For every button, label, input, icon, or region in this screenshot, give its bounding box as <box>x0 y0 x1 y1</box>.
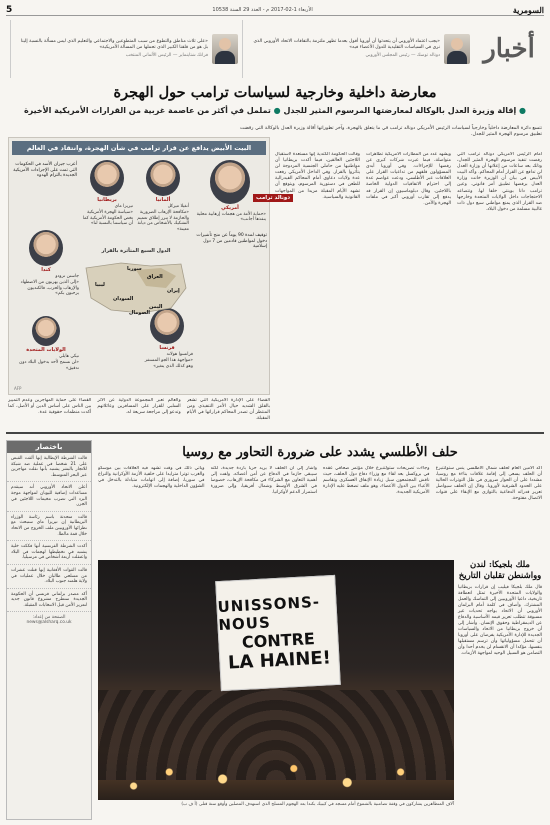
header-band <box>6 18 544 80</box>
person-canada <box>13 230 79 297</box>
trump-portrait <box>210 160 250 204</box>
infographic <box>8 137 270 395</box>
belgium-story <box>458 560 542 818</box>
teaser-text <box>15 39 208 59</box>
person-uk <box>81 160 133 227</box>
story-column: أكد الأمين العام لحلف شمال الأطلسي ينس ستولتنبرغ أن الحلف يسعى إلى إقامة علاقات بناءة مع روسيا، مشددا على أن الحوار ضروري في ظل التوترات الحالية على الحدود الشرقية لأوروبا. وقال إن الحلف سيواصل تعزيز قدراته الدفاعية بالتوازي مع الإبقاء على قنوات الاتصال مفتوحة. <box>435 466 542 502</box>
brief-item[interactable]: قالت القوات الأفغانية إنها قتلت عشرات من مسلحي طالبان خلال عمليات في ولاية هلمند جنوب البلاد. <box>7 565 91 589</box>
story-column: وجاءت تصريحات ستولتنبرغ خلال مؤتمر صحافي عقده في بروكسل بعد لقاء مع وزراء دفاع دول الحلف، حيث ناقش المجتمعون سبل زيادة الإنفاق العسكري وتقاسم الأعباء بين الدول الأعضاء، وهو ملف تضغط عليه الإدارة الأمريكية الجديدة. <box>323 466 430 496</box>
story-column: أمام الرئيس الأمريكي دونالد ترامب التي رفضت تنفيذ مرسوم الهجرة المثير للجدل، وذلك بعد ساعات من إعلانها أن وزارة العدل لن تدافع عن القرار أمام المحاكم. وأكد البيت الأبيض في بيان أن الوزيرة خانت وزارة العدل برفضها تطبيق أمر قانوني. وعين ترامب دانا بوينتي خلفا لها. وتتصاعد الاحتجاجات داخل الولايات المتحدة وخارجها ضد القرار الذي يمنع مواطني سبع دول ذات غالبية مسلمة من دخول البلاد. <box>457 152 542 212</box>
vigil-photo <box>98 560 454 800</box>
person-quote: «إلى الذين يهربون من الاضطهاد والإرهاب والحرب، فالكنديون يرحبون بكم» <box>20 280 79 297</box>
lead-paragraph: تتسع دائرة المعارضة داخلياً وخارجياً لسياسات الرئيس الأمريكي دونالد ترامب في ما يتعلق بالهجرة، وآخر تطوراتها أقالة وزيرة العدل بالوكالة التي رفضت تطبيق مرسوم الهجرة المثير للجدل. <box>240 126 542 137</box>
us-points: توقيف لمدة 90 يوماً عن منح تأشيرات دخول لمواطنين قادمين من 7 دول إسلامية <box>196 233 267 250</box>
masthead-bar <box>6 6 544 16</box>
main-story-columns <box>275 152 542 428</box>
steinmeier-portrait <box>212 34 238 64</box>
brief-item[interactable]: أكدت الشرطة الفرنسية أنها فككت خلية يشتبه في تخطيطها لهجمات في البلاد واعتقلت أربعة أشخاص في مرسيليا. <box>7 541 91 565</box>
brief-item[interactable]: قالت متحدثة باسم رئاسة الوزراء البريطانية إن تيريزا ماي ستبحث مع نظرائها الأوروبيين ملف الخروج من الاتحاد خلال قمة مالطا. <box>7 512 91 541</box>
bullet-icon: ● <box>273 106 281 115</box>
side-note: أعرب جيران الأسد في الحكومات التي تمت على الإجراءات الأمريكية الجديدة بالتزام الهدوء <box>13 162 77 179</box>
may-portrait <box>90 160 124 196</box>
map-label-syria: سوريا <box>127 266 142 272</box>
teaser-name: دونالد توسك — رئيس المجلس الأوروبي <box>365 53 440 58</box>
infographic-credit: AFP <box>14 386 22 391</box>
placard-line: UNISSONS-NOUS <box>217 592 321 635</box>
teaser-text <box>247 39 440 59</box>
story-column: ويأتي ذلك في وقت تشهد فيه العلاقات بين موسكو والغرب توترا متزايدا على خلفية الأزمة الأوكرانية والنزاع في سوريا، إضافة إلى اتهامات متبادلة بالتدخل في الشؤون الداخلية والهجمات الإلكترونية. <box>98 466 205 490</box>
map-label-yemen: اليمن <box>149 304 163 310</box>
tusk-portrait <box>444 34 470 64</box>
person-quote: «سياسة الهجرة الأمريكية تخص الحكومة الأمريكية كما أن سياستنا بالنسبة لنا» <box>82 210 133 227</box>
person-quote: «مواجهة هذا الجو المستفز وهو كذلك الذي يتغير» <box>144 358 193 369</box>
teaser-steinmeier <box>10 20 238 78</box>
person-country: ألمانيا <box>155 197 171 203</box>
person-country: الولايات المتحدة <box>26 347 66 353</box>
protest-placard <box>215 575 341 691</box>
map-label-somalia: الصومال <box>129 310 150 316</box>
teaser-role: الرئيس الألماني المنتخب <box>125 53 172 58</box>
teaser-person: فرانك شتاينماير <box>178 53 208 58</box>
brief-title: باختصار <box>7 441 91 453</box>
infographic-footer-columns <box>8 398 270 428</box>
person-name: فرانسوا هولاند <box>166 352 193 357</box>
teaser-role: رئيس المجلس الأوروبي <box>365 53 410 58</box>
story-column: وأشار إلى أن الحلف لا يريد حربا باردة جديدة، لكنه سيبقى حازما في الدفاع عن أمن أعضائه. ولفت إلى أهمية التعاون مع الشركاء في مكافحة الإرهاب، خصوصا في الشرق الأوسط وشمال أفريقيا، وإلى ضرورة استمرار الدعم لأوكرانيا. <box>210 466 317 496</box>
page-number-block <box>6 5 12 15</box>
person-country: فرنسا <box>159 345 175 351</box>
person-quote: «مكافحة الإرهاب الضرورية والحازمة لا تبرر إطلاق تعميم التشكيك بالأشخاص من ديانة معينة» <box>137 210 189 232</box>
person-country: أمريكي <box>221 205 239 211</box>
haley-portrait <box>32 316 60 346</box>
person-name: جاستن ترودو <box>55 274 79 279</box>
person-name: أنغيلا ميركل <box>167 204 189 209</box>
date-line: الأربعاء 1-02-2017 م - العدد 29 السنة 10538 <box>212 6 313 13</box>
person-quote: «لن نسمح لأحد بدخول البلاد دون تدقيق» <box>19 360 79 371</box>
infographic-title: البيت الأبيض يدافع عن قرار ترامب في شأن الهجرة، وانتقاد في العالم <box>12 141 266 155</box>
strip-column: والعالم تعبر المجموعة الدولية عن الأثر السلبي للقرار على المسافرين وعائلاتهم وتدعو إلى مراجعة سريعة له. <box>97 398 181 416</box>
teaser-quote: «يجب اعتماد الأوروبي أن يتحدثوا أن أوروبا أقول بعدما تظهر ملتزمة بالتفاقات الاتحاد الأوروبي الذي نرى في السياسات التقليدية للدول الأعضاء فيه» <box>253 39 440 50</box>
person-un <box>13 316 79 371</box>
subheadline <box>8 106 542 115</box>
brief-item[interactable]: قالت الشرطة الإيطالية إنها ألقت القبض على 21 شخصا في عملية ضد شبكة للاتجار بالبشر يشتبه بأنها نقلت مهاجرين عبر البحر المتوسط. <box>7 453 91 482</box>
map-caption: الدول السبع المتأثرة بالقرار <box>101 248 171 254</box>
person-trump <box>194 160 266 223</box>
story-column: ويشهد عدد من المطارات الأمريكية تظاهرات متواصلة، فيما عبرت شركات كبرى عن رفضها للإجراءات. وفي أوروبا أبدى المسؤولون قلقهم من تداعيات القرار على العلاقات عبر الأطلسي، ودعت عواصم عدة إلى احترام الاتفاقيات الدولية الخاصة باللاجئين. وقال دبلوماسيون إن القرار قد يدفع إلى تقارب أوروبي أكبر في ملفات الهجرة والأمن. <box>366 152 451 206</box>
placard-line: CONTRE <box>241 629 316 652</box>
teaser-person: دونالد توسك <box>416 53 440 58</box>
story-column: وقالت الحكومة الكندية إنها مستعدة لاستقبال اللاجئين العالقين، فيما أكدت بريطانيا أن مواطنيها من حاملي الجنسية المزدوجة لن يتأثروا بالقرار. وفي الداخل الأمريكي رفعت عدة ولايات دعاوى أمام المحاكم الفيدرالية للطعن في دستورية المرسوم، ويتوقع أن تشهد الأيام المقبلة مزيدا من المواجهات القانونية والسياسية. <box>275 152 360 200</box>
brief-sidebar <box>6 440 92 820</box>
nato-headline[interactable]: حلف الأطلسي يشدد على ضرورة التحاور مع روسيا <box>182 445 458 460</box>
trudeau-portrait <box>29 230 63 266</box>
teaser-quote: «على ثلاث مناطق والتطوع من سبب المتطوعين والاجتماعي والتعليم الذي ليس مسألة بالنسبة إلينا بل هو من قلقنا الكبير الذي تحملها من المسألة الأمريكية» <box>20 39 208 50</box>
section-divider <box>6 432 544 434</box>
teaser-tusk <box>242 20 470 78</box>
map-label-libya: ليبيا <box>95 282 105 288</box>
person-country: كندا <box>41 267 51 273</box>
map-label-iran: إيران <box>167 288 180 294</box>
section-title: أخبار <box>483 34 535 64</box>
photo-caption: آلاف المتظاهرين يشاركون في وقفة تضامنية بالشموع أمام مسجد في كيبيك بكندا بعد الهجوم المسلح الذي استهدف المصلين وأوقع ستة قتلى (أ ف ب) <box>181 802 454 807</box>
teaser-name: فرانك شتاينماير — الرئيس الألماني المنتخب <box>125 53 208 58</box>
strip-column: القضاء على الإدارة الأمريكية التي تشعر بالقلق الشديد حيال الأمر التنفيذي ومن المنتظر أن تصدر المحاكم قراراتها في الأيام المقبلة. <box>186 398 270 422</box>
merkel-portrait <box>146 160 180 196</box>
person-quote: «حماية الأمة من هجمات إرهابية محلية ينفذها أجانب» <box>196 212 266 223</box>
person-name: نيكي هايلي <box>58 354 79 359</box>
subhead-left: تململ في أكثر من عاصمة غربية من القرارات الأمريكية الأخيرة <box>23 106 271 115</box>
teaser-row <box>6 18 474 80</box>
brief-footer: الصفحة من إعداد: news@alsharq.co.uk <box>26 615 72 626</box>
map-label-iraq: العراق <box>147 274 163 280</box>
trump-name-tag: دونالد ترامب <box>253 194 293 202</box>
person-name: تيريزا ماي <box>114 204 133 209</box>
person-germany <box>137 160 189 232</box>
placard-line: LA HAINE! <box>227 647 332 674</box>
brief-item[interactable]: أكد مصدر برلماني فرنسي أن الحكومة الجديدة ستطرح مشروع قانون جديد لتعزيز الأمن قبل الانتخابات المقبلة. <box>7 589 91 613</box>
map-label-sudan: السودان <box>113 296 134 302</box>
page-number: 5 <box>6 4 13 15</box>
person-country: بريطانيا <box>97 197 117 203</box>
subhead-right: إقالة وزيرة العدل بالوكالة لمعارضتها المرسوم المثير للجدل <box>283 106 517 115</box>
main-headline[interactable]: معارضة داخلية وخارجية لسياسات ترامب حول الهجرة <box>113 84 437 101</box>
brand <box>513 5 544 15</box>
belgium-body: قال ملك بلجيكا فيليب إن قرارات بريطانيا والولايات المتحدة الأخيرة تمثل انعطافة تاريخية، داعيا الأوروبيين إلى التماسك والعمل المشترك. وأضاف في كلمة أمام البرلمان الأوروبي أن الاتحاد يواجه تحديات غير مسبوقة تتطلب تعزيز قيمه الأساسية والدفاع عن الديمقراطية وحقوق الإنسان. وأشار إلى أن خروج بريطانيا من الاتحاد والسياسات الجديدة للإدارة الأمريكية يفرضان على أوروبا أن تتحمل مسؤولياتها وأن ترسم مستقبلها بنفسها، مؤكدا أن الانقسام لن يخدم أحدا وأن التضامن هو السبيل الوحيد لمواجهة الأزمات. <box>458 585 542 656</box>
candle-lights <box>98 730 454 800</box>
belgium-headline[interactable]: ملك بلجيكا: لندن وواشنطن تقلبان التاريخ <box>458 560 542 581</box>
nato-story-columns <box>98 466 542 556</box>
newspaper-logo: السومرية <box>512 4 544 15</box>
brief-item[interactable]: أعلن الاتحاد الأوروبي أنه سيقدم مساعدات إضافية لليونان لمواجهة موجة البرد التي تضرب مخيمات اللاجئين في الجزر. <box>7 482 91 511</box>
strip-column: القضاء على حماية المهاجرين وعدم التمييز بين الناس على أساس الدين أو الأصل، كما أكدت منظمات حقوقية عدة. <box>8 398 92 416</box>
bullet-icon: ● <box>519 106 527 115</box>
